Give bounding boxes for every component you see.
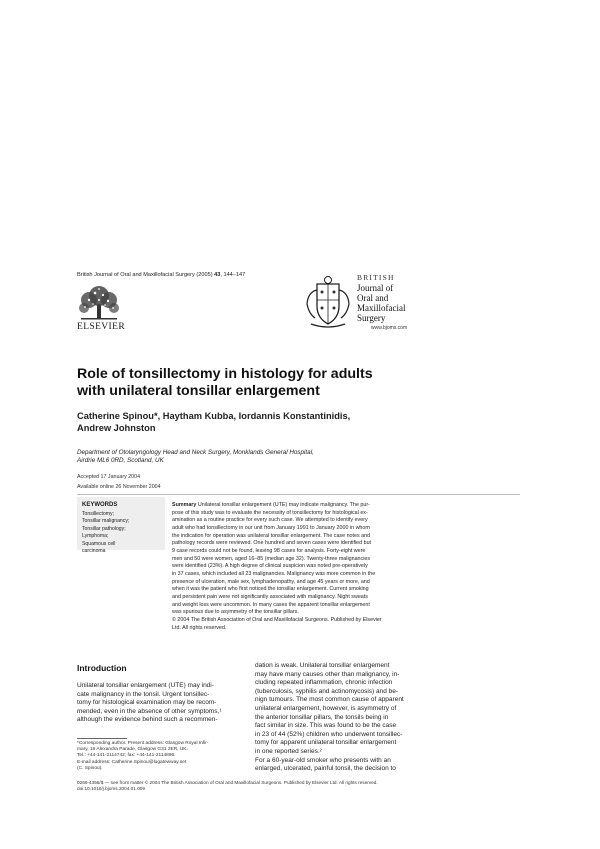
article-title bbox=[77, 366, 497, 400]
summary-line: was spurious due to asymmetry of the tonsillar pillars. bbox=[172, 609, 299, 616]
footnotes bbox=[77, 741, 237, 772]
summary-line: were identified (23%). A high degree of clinical suspicion was noted pre-operatively bbox=[172, 563, 368, 570]
summary-line: pathology records were reviewed. One hundred and seven cases were identified but bbox=[172, 540, 372, 547]
summary-line: amination as a routine practice for every such case. We attempted to identify every bbox=[172, 517, 368, 524]
keyword-item: Squamous cell bbox=[82, 540, 116, 547]
journal-title-line: BRITISH bbox=[357, 273, 395, 282]
summary-line: pose of this study was to evaluate the necessity of tonsillectomy for histological ex- bbox=[172, 509, 368, 516]
body-line: tomy for apparent unilateral tonsillar enlargement bbox=[255, 739, 397, 747]
body-line: cate malignancy in the tonsil. Urgent tonsillec- bbox=[77, 690, 210, 698]
summary-label: Summary bbox=[172, 502, 197, 508]
elsevier-tree-icon bbox=[77, 284, 121, 320]
author-line: Catherine Spinou*, Haytham Kubba, Iordannis Konstantinidis, bbox=[77, 411, 351, 421]
body-line: tomy for histological examination may be recom- bbox=[77, 699, 217, 706]
journal-title-line: Journal of bbox=[357, 283, 394, 293]
footnote-line: mary, 16 Alexandra Parade, Glasgow G31 2ER, UK. bbox=[77, 747, 188, 753]
body-line: may have many causes other than malignancy, in- bbox=[255, 670, 400, 678]
body-column-right bbox=[255, 662, 430, 774]
summary-line: men and 50 were women, aged 16–85 (median age 32). Twenty-three malignancies bbox=[172, 555, 371, 562]
article-dates bbox=[77, 473, 161, 492]
keyword-item: Tonsillar malignancy; bbox=[82, 518, 130, 525]
copyright-line: © 2004 The British Association of Oral and Maxillofacial Surgeons. Published by Elsevier bbox=[172, 616, 382, 623]
accepted-date: Accepted 17 January 2004 bbox=[77, 474, 141, 480]
keyword-item: Tonsillar pathology; bbox=[82, 525, 126, 532]
footer-doi-line: doi:10.1016/j.bjoms.2004.01.009 bbox=[77, 786, 146, 792]
journal-title-line: Maxillofacial bbox=[357, 303, 406, 313]
publisher-name: ELSEVIER bbox=[77, 322, 126, 332]
body-column-left bbox=[77, 682, 232, 725]
journal-title-line: Oral and bbox=[357, 293, 389, 303]
section-heading-introduction: Introduction bbox=[77, 663, 127, 673]
keywords-title: KEYWORDS bbox=[82, 502, 118, 508]
summary-line: and persistent pain were not significantly associated with malignancy. Night sweats bbox=[172, 593, 368, 600]
page-footer bbox=[77, 780, 517, 792]
body-line: in 23 of 44 (52%) children who underwent tonsillec- bbox=[255, 730, 403, 738]
summary-line: and weight loss were uncommon. In many cases the apparent tonsillar enlargement bbox=[172, 601, 370, 608]
summary-line: 9 case records could not be found, leaving 98 cases for analysis. Forty-eight were bbox=[172, 547, 366, 554]
summary-line: adult who had tonsillectomy in our unit from January 1991 to January 2000 in whom bbox=[172, 524, 370, 531]
keyword-item: carcinoma bbox=[82, 548, 106, 555]
body-line: the anterior tonsillar pillars, the tonsils being in bbox=[255, 713, 389, 721]
online-date: Available online 26 November 2004 bbox=[77, 483, 161, 490]
journal-citation: British Journal of Oral and Maxillofacial Surgery (2005) 43, 144–147 bbox=[77, 272, 246, 278]
footnote-divider bbox=[77, 738, 127, 739]
affiliation-line: Department of Otolaryngology Head and Neck Surgery, Monklands General Hospital, bbox=[77, 449, 314, 456]
keyword-item: Lymphoma; bbox=[82, 533, 109, 540]
body-line: enlarged, ulcerated, painful tonsil, the decision to bbox=[255, 765, 396, 773]
body-line: Unilateral tonsillar enlargement (UTE) may indi- bbox=[77, 682, 214, 689]
body-line: fact similar in size. This was found to be the case bbox=[255, 722, 397, 730]
footnote-line: (C. Spinou). bbox=[77, 765, 103, 771]
summary-line: in 37 cases, which included all 23 malignancies. Malignancy was more common in the bbox=[172, 570, 376, 577]
keyword-item: Tonsillectomy; bbox=[82, 511, 114, 517]
body-line: in one reported series.² bbox=[255, 747, 322, 755]
body-line: unilateral enlargement, however, is asymmetry of bbox=[255, 704, 397, 712]
summary-line: when it was the patient who first noticed the tonsillar enlargement. Current smoking bbox=[172, 586, 369, 593]
body-line: dation is weak. Unilateral tonsillar enlargement bbox=[255, 662, 390, 669]
summary-line: Summary Unilateral tonsillar enlargement (UTE) may indicate malignancy. The pur- bbox=[172, 502, 370, 508]
affiliation-line: Airdrie ML6 0RD, Scotland, UK bbox=[77, 457, 164, 465]
summary-line: presence of ulceration, male sex, lymphadenopathy, and age 45 years or more, and bbox=[172, 578, 370, 585]
body-line: mended, even in the absence of other symptoms,¹ bbox=[77, 707, 222, 715]
copyright-line: Ltd. All rights reserved. bbox=[172, 624, 227, 631]
body-line: cluding repeated inflammation, chronic infection bbox=[255, 679, 393, 687]
author-list bbox=[77, 410, 497, 434]
body-line: although the evidence behind such a recommen- bbox=[77, 716, 218, 723]
summary-line: the indication for operation was unilateral tonsillar enlargement. The case notes and bbox=[172, 532, 371, 539]
journal-url[interactable]: www.bjoms.com bbox=[371, 325, 408, 331]
title-line: with unilateral tonsillar enlargement bbox=[77, 383, 320, 399]
baoms-crest-icon bbox=[303, 274, 353, 330]
title-line: Role of tonsillectomy in histology for adults bbox=[77, 366, 373, 382]
body-line: (tuberculosis, syphilis and actinomycosis) and be- bbox=[255, 687, 399, 695]
author-line: Andrew Johnston bbox=[77, 423, 156, 433]
body-line: For a 60-year-old smoker who presents with an bbox=[255, 756, 391, 764]
journal-title bbox=[357, 273, 405, 323]
footer-issn-line: 0266-4356/$ — see front matter © 2004 The British Association of Oral and Maxillofacial Surgeons. Published by Elsevier Ltd. All rights reserved. bbox=[77, 780, 378, 785]
affiliation bbox=[77, 449, 497, 465]
footnote-line: Tel.: +44-141-2114742; fax: +44-141-2114896. bbox=[77, 753, 176, 759]
footnote-line: E-mail address: Catherine.Spinou@lugatewway.net bbox=[77, 759, 187, 765]
footnote-line: *Corresponding author. Present address: Glasgow Royal Infir- bbox=[77, 741, 209, 746]
keywords-list bbox=[82, 511, 129, 555]
abstract-summary bbox=[172, 502, 517, 632]
journal-title-line: Surgery bbox=[357, 313, 386, 323]
body-line: nign tumours. The most common cause of apparent bbox=[255, 696, 404, 704]
